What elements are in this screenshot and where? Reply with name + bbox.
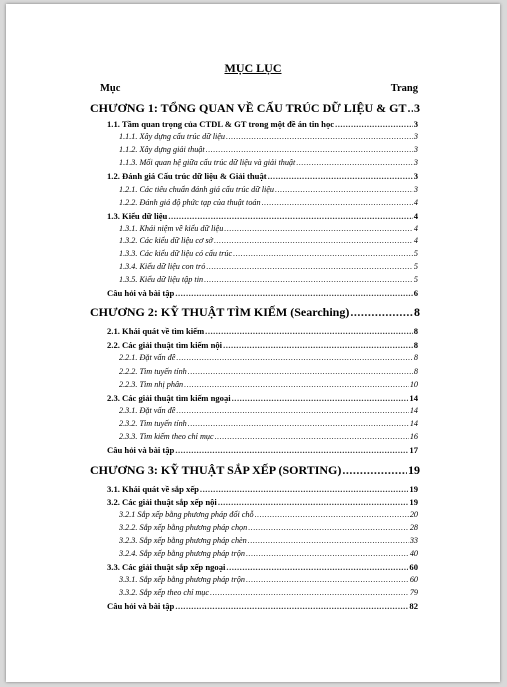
toc-entry-page-number: 60 [409,575,418,584]
toc-dot-leader [350,305,413,320]
toc-dot-leader [204,275,413,284]
toc-dot-leader [248,536,409,545]
toc-entry-label: 1.3.3. Các kiểu dữ liệu có cấu trúc [119,249,233,258]
toc-dot-leader [206,262,413,271]
toc-entry-label: 3.3.1. Sắp xếp bằng phương pháp trộn [119,575,245,584]
toc-entry-label: 3.2.4. Sắp xếp bằng phương pháp trộn [119,549,245,558]
toc-dot-leader [342,463,407,478]
toc-entry-page-number: 3 [413,171,418,181]
toc-entry-label: 2.2.3. Tìm nhị phân [119,380,184,389]
toc-entry-page-number: 17 [409,445,418,455]
toc-entry-label: 1.2.2. Đánh giá độ phức tạp của thuật toán [119,198,261,207]
toc-section-entry [107,497,418,507]
toc-entry-page-number: 4 [413,211,418,221]
document-page [6,4,500,682]
toc-entry-label: CHƯƠNG 2: KỸ THUẬT TÌM KIẾM (Searching) [90,305,350,319]
toc-dot-leader [210,588,409,597]
toc-entry-page-number: 19 [409,497,418,507]
toc-entry-label: 1.1. Tầm quan trọng của CTDL & GT trong một đề án tin học [107,119,335,129]
toc-entry-label: 2.2.2. Tìm tuyến tính [119,367,187,376]
toc-dot-leader [188,367,413,376]
toc-entry-label: Câu hỏi và bài tập [107,288,175,298]
toc-entry-label: 2.3. Các giải thuật tìm kiếm ngoại [107,393,231,403]
toc-entry-page-number: 14 [409,393,418,403]
toc-subsection-entry [119,262,418,271]
toc-entry-page-number: 3 [413,145,418,154]
toc-subsection-entry [119,406,418,415]
toc-entry-page-number: 79 [409,588,418,597]
toc-entry-page-number: 82 [409,601,418,611]
toc-subsection-entry [119,158,418,167]
toc-section-entry [107,601,418,611]
toc-subsection-entry [119,145,418,154]
toc-entry-page-number: 8 [413,367,418,376]
toc-subsection-entry [119,249,418,258]
toc-entry-page-number: 5 [413,275,418,284]
toc-entry-label: 1.3.4. Kiểu dữ liệu con trỏ [119,262,206,271]
toc-section-entry [107,445,418,455]
toc-entry-label: 1.3.1. Khái niệm về kiểu dữ liệu [119,224,224,233]
toc-dot-leader [246,575,409,584]
toc-subsection-entry [119,523,418,532]
toc-entry-label: 2.2. Các giải thuật tìm kiếm nội [107,340,223,350]
toc-section-entry [107,562,418,572]
toc-dot-leader [255,510,409,519]
toc-entry-page-number: 5 [413,262,418,271]
toc-entry-label: 2.3.3. Tìm kiếm theo chỉ mục [119,432,214,441]
toc-subsection-entry [119,536,418,545]
toc-entry-page-number: 4 [413,236,418,245]
toc-entry-label: 1.1.3. Mối quan hệ giữa cấu trúc dữ liệu và giải thuật [119,158,296,167]
toc-column-item-header: Mục [100,83,121,94]
toc-dot-leader [233,249,413,258]
toc-dot-leader [246,549,409,558]
toc-entry-label: 1.1.1. Xây dựng cấu trúc dữ liệu [119,132,226,141]
toc-entry-page-number: 40 [409,549,418,558]
toc-dot-leader [223,340,413,350]
toc-column-page-header: Trang [390,83,418,94]
toc-subsection-entry [119,510,418,519]
toc-dot-leader [275,185,413,194]
toc-subsection-entry [119,353,418,362]
toc-dot-leader [188,419,409,428]
toc-title: MỤC LỤC [224,61,282,75]
toc-entry-label: 3.2.2. Sắp xếp bằng phương pháp chọn [119,523,248,532]
toc-subsection-entry [119,198,418,207]
toc-entry-label: 2.1. Khái quát về tìm kiếm [107,326,205,336]
table-of-contents [6,4,500,682]
toc-section-entry [107,393,418,403]
toc-chapter-entry [90,463,420,478]
toc-subsection-entry [119,224,418,233]
toc-entry-page-number: 19 [409,484,418,494]
toc-entry-label: 3.2.1 Sắp xếp bằng phương pháp đổi chỗ [119,510,254,519]
toc-section-entry [107,484,418,494]
toc-dot-leader [226,132,413,141]
toc-dot-leader [205,326,413,336]
toc-subsection-entry [119,236,418,245]
toc-dot-leader [218,497,409,507]
toc-subsection-entry [119,575,418,584]
toc-section-entry [107,340,418,350]
toc-entry-label: 2.3.1. Đặt vấn đề [119,406,176,415]
toc-section-entry [107,288,418,298]
toc-entry-page-number: 60 [409,562,418,572]
toc-subsection-entry [119,185,418,194]
toc-entry-page-number: 28 [409,523,418,532]
toc-entry-page-number: 6 [413,288,418,298]
toc-section-entry [107,171,418,181]
toc-entry-label: 3.3. Các giải thuật sắp xếp ngoại [107,562,226,572]
toc-dot-leader [296,158,413,167]
toc-dot-leader [175,445,408,455]
toc-entry-label: Câu hỏi và bài tập [107,601,175,611]
toc-entry-page-number: 19 [408,463,420,477]
toc-entry-label: 1.2. Đánh giá Cấu trúc dữ liệu & Giải thuật [107,171,267,181]
toc-entry-label: 1.3.5. Kiểu dữ liệu tập tin [119,275,204,284]
toc-entry-page-number: 3 [414,101,420,115]
toc-entry-label: 3.1. Khái quát về sắp xếp [107,484,199,494]
toc-chapter-entry [90,305,420,320]
toc-dot-leader [176,406,408,415]
toc-subsection-entry [119,549,418,558]
toc-subsection-entry [119,588,418,597]
toc-entry-page-number: 4 [413,198,418,207]
toc-section-entry [107,211,418,221]
toc-entry-page-number: 3 [413,158,418,167]
toc-dot-leader [248,523,409,532]
toc-subsection-entry [119,432,418,441]
toc-dot-leader [268,171,413,181]
toc-dot-leader [215,432,409,441]
toc-entry-label: 2.2.1. Đặt vấn đề [119,353,176,362]
toc-entry-label: 1.3. Kiểu dữ liệu [107,211,168,221]
toc-entry-label: 1.1.2. Xây dựng giải thuật [119,145,205,154]
toc-entry-page-number: 20 [409,510,418,519]
toc-dot-leader [168,211,412,221]
toc-subsection-entry [119,380,418,389]
toc-dot-leader [226,562,408,572]
toc-entry-label: 3.2. Các giải thuật sắp xếp nội [107,497,217,507]
toc-subsection-entry [119,367,418,376]
toc-dot-leader [206,145,413,154]
toc-entry-label: 1.2.1. Các tiêu chuẩn đánh giá cấu trúc dữ liệu [119,185,275,194]
toc-dot-leader [176,353,413,362]
toc-subsection-entry [119,132,418,141]
toc-entry-page-number: 5 [413,249,418,258]
toc-entry-page-number: 3 [413,132,418,141]
toc-entry-page-number: 33 [409,536,418,545]
toc-entry-label: 3.2.3. Sắp xếp bằng phương pháp chèn [119,536,247,545]
toc-dot-leader [335,119,413,129]
toc-dot-leader [175,601,408,611]
toc-section-entry [107,326,418,336]
toc-entry-page-number: 16 [409,432,418,441]
toc-entry-label: Câu hỏi và bài tập [107,445,175,455]
toc-subsection-entry [119,275,418,284]
toc-entry-page-number: 3 [413,119,418,129]
toc-chapter-entry [90,101,420,116]
toc-entry-label: CHƯƠNG 1: TỔNG QUAN VỀ CẤU TRÚC DỮ LIỆU & GT [90,101,407,115]
toc-entry-page-number: 14 [409,419,418,428]
toc-entry-label: 3.3.2. Sắp xếp theo chỉ mục [119,588,210,597]
toc-entry-page-number: 14 [409,406,418,415]
toc-dot-leader [214,236,413,245]
toc-section-entry [107,119,418,129]
toc-entry-page-number: 8 [413,340,418,350]
toc-dot-leader [200,484,408,494]
toc-entry-page-number: 3 [413,185,418,194]
toc-entry-page-number: 8 [414,305,420,319]
toc-subsection-entry [119,419,418,428]
toc-entry-page-number: 4 [413,224,418,233]
toc-entry-page-number: 8 [413,353,418,362]
toc-dot-leader [224,224,413,233]
toc-dot-leader [184,380,409,389]
toc-entry-label: 2.3.2. Tìm tuyến tính [119,419,187,428]
toc-entry-label: 1.3.2. Các kiểu dữ liệu cơ sở [119,236,213,245]
toc-entry-label: CHƯƠNG 3: KỸ THUẬT SẮP XẾP (SORTING) [90,463,342,477]
toc-entry-page-number: 10 [409,380,418,389]
toc-dot-leader [262,198,413,207]
toc-entry-page-number: 8 [413,326,418,336]
toc-dot-leader [175,288,412,298]
toc-dot-leader [407,101,413,116]
toc-dot-leader [232,393,409,403]
